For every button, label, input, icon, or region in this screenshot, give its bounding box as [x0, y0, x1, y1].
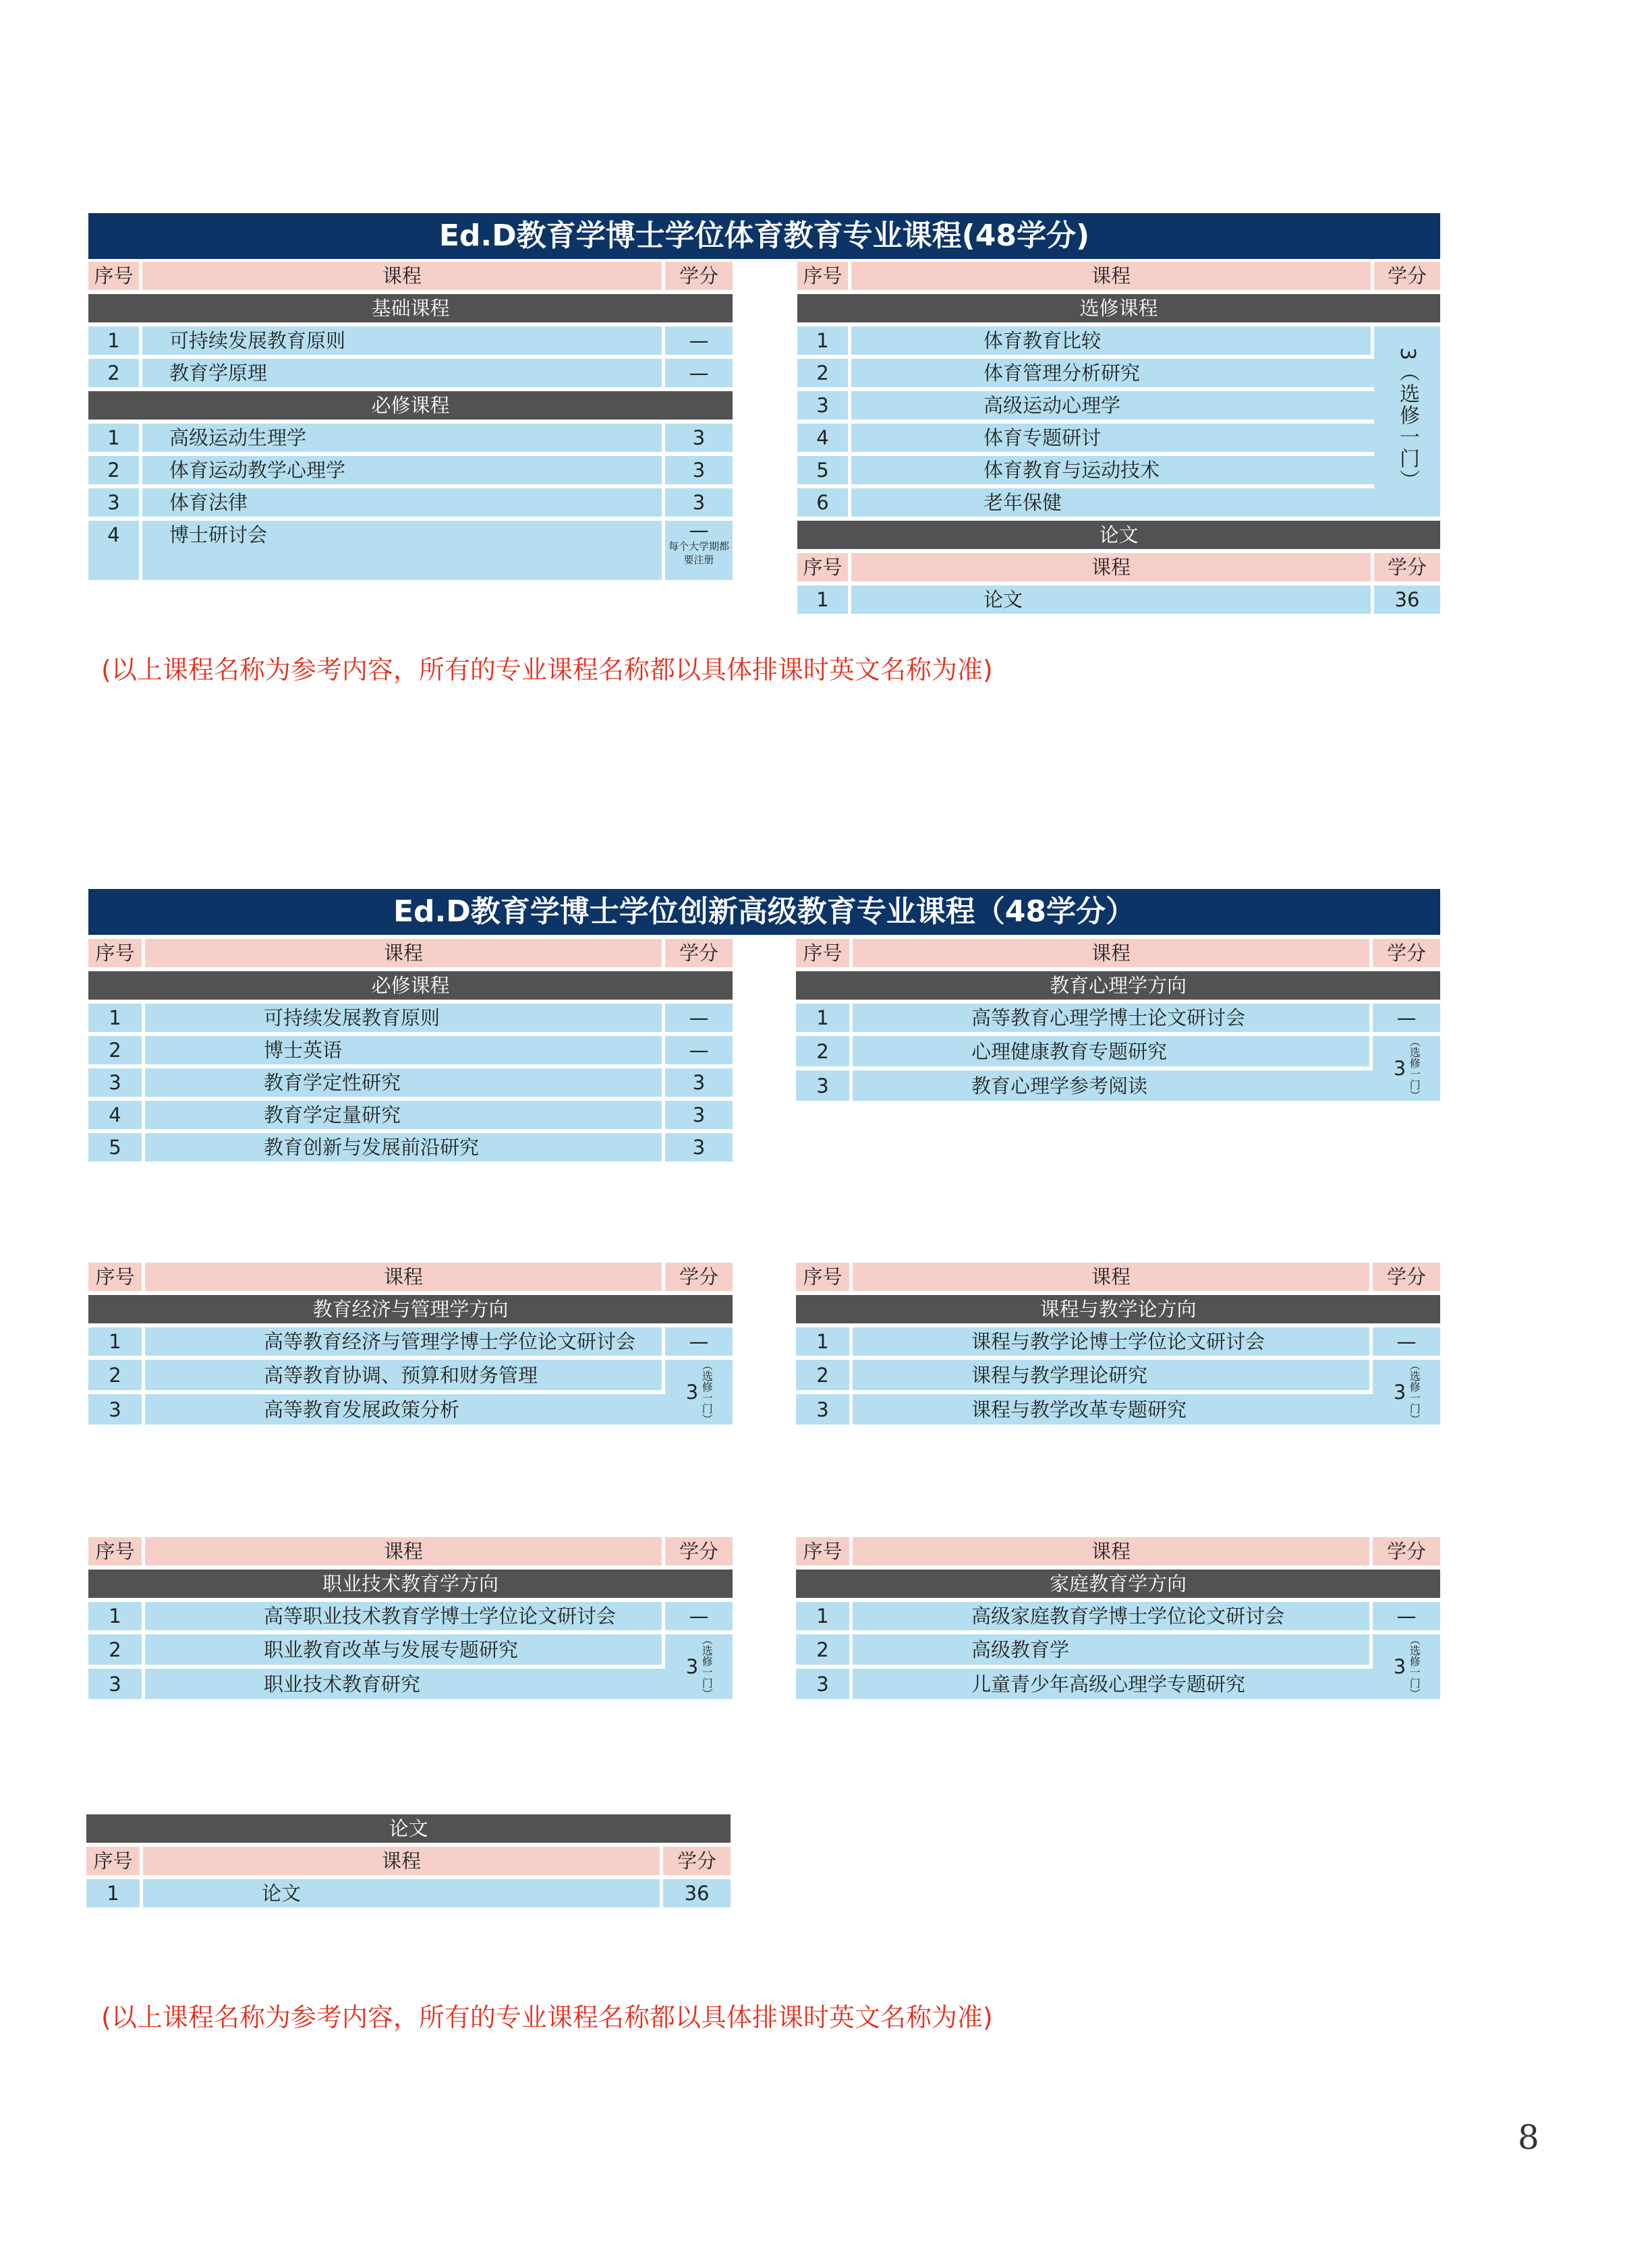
row-course: 论文 — [143, 1879, 663, 1907]
table-header — [88, 262, 733, 290]
elective-credit-note: （选修一门） — [1408, 1360, 1421, 1425]
table-row — [88, 1669, 733, 1699]
table-row — [88, 488, 733, 517]
row-course: 高等教育心理学博士论文研讨会 — [853, 1004, 1373, 1032]
table-row — [796, 1004, 1440, 1032]
row-course: 博士英语 — [145, 1036, 665, 1064]
header-seq: 序号 — [796, 1537, 853, 1565]
row-course: 高等教育发展政策分析 — [145, 1394, 665, 1425]
section1-right-table — [797, 258, 1440, 618]
row-credit: — — [665, 359, 733, 387]
row-credit: 3 — [665, 1101, 733, 1129]
row-credit: — — [665, 1004, 733, 1032]
table-header — [88, 1537, 733, 1565]
row-course: 高级教育学 — [853, 1634, 1373, 1665]
row-seq: 1 — [88, 1004, 145, 1032]
header-credit: 学分 — [1374, 262, 1440, 290]
elective-credit-note: （选修一门） — [700, 1634, 714, 1699]
credit-value: — — [689, 519, 709, 542]
table-row — [88, 1634, 733, 1665]
row-course: 课程与教学论博士学位论文研讨会 — [853, 1327, 1373, 1356]
header-seq: 序号 — [797, 553, 851, 581]
elective-credit — [1373, 1360, 1440, 1425]
table-row — [796, 1634, 1440, 1665]
table-row — [88, 1133, 733, 1161]
header-seq: 序号 — [796, 1263, 853, 1291]
table-row — [796, 1036, 1440, 1066]
table-row — [88, 1004, 733, 1032]
table-row — [88, 1036, 733, 1064]
table-row — [88, 1068, 733, 1097]
row-seq: 1 — [796, 1602, 853, 1630]
row-seq: 3 — [797, 391, 851, 420]
table-row — [88, 456, 733, 484]
table-row — [88, 1101, 733, 1129]
row-credit: 3 — [665, 1133, 733, 1161]
table-row — [797, 326, 1440, 355]
row-seq: 2 — [88, 456, 142, 484]
header-credit: 学分 — [1373, 939, 1440, 967]
row-seq: 5 — [797, 456, 851, 484]
row-seq: 4 — [88, 521, 142, 580]
section2-thesis-table — [86, 1810, 731, 1912]
elective-credit-note: （选修一门） — [1408, 1036, 1421, 1101]
section-label-family: 家庭教育学方向 — [796, 1570, 1440, 1598]
row-seq: 4 — [797, 424, 851, 452]
section1-title: Ed.D教育学博士学位体育教育专业课程(48学分) — [88, 213, 1440, 259]
row-course: 高等教育协调、预算和财务管理 — [145, 1360, 665, 1390]
header-credit: 学分 — [1373, 1263, 1440, 1291]
table-header — [796, 1263, 1440, 1291]
section2-note: (以上课程名称为参考内容，所有的专业课程名称都以具体排课时英文名称为准) — [101, 2003, 993, 2032]
section-label-thesis: 论文 — [86, 1814, 731, 1843]
header-seq: 序号 — [86, 1847, 143, 1875]
direction-table-voc — [88, 1533, 733, 1703]
table-row — [797, 585, 1440, 614]
row-seq: 3 — [88, 488, 142, 517]
table-row — [88, 424, 733, 452]
row-course: 儿童青少年高级心理学专题研究 — [853, 1669, 1373, 1699]
elective-credit-note: （选修一门） — [700, 1360, 714, 1425]
row-credit: — — [1373, 1327, 1440, 1356]
section-label-elective: 选修课程 — [797, 294, 1440, 322]
header-course: 课程 — [145, 1537, 665, 1565]
row-seq: 3 — [88, 1669, 145, 1699]
row-course: 可持续发展教育原则 — [142, 326, 665, 355]
table-header — [797, 262, 1440, 290]
table-row — [796, 1669, 1440, 1699]
row-seq: 1 — [797, 326, 851, 355]
row-course: 高级运动心理学 — [851, 391, 1374, 420]
section2-title: Ed.D教育学博士学位创新高级教育专业课程（48学分） — [88, 889, 1440, 935]
table-row — [86, 1879, 731, 1907]
header-course: 课程 — [143, 1847, 663, 1875]
elective-credit-note: 3（选修一门） — [1396, 347, 1419, 492]
row-course: 教育学定性研究 — [145, 1068, 665, 1097]
row-seq: 1 — [88, 326, 142, 355]
row-course: 体育教育与运动技术 — [851, 456, 1374, 484]
row-credit: — — [1373, 1602, 1440, 1630]
header-credit: 学分 — [1373, 1537, 1440, 1565]
header-credit: 学分 — [663, 1847, 731, 1875]
direction-table-econ — [88, 1259, 733, 1429]
elective-credit — [665, 1360, 733, 1425]
row-course: 高等职业技术教育学博士学位论文研讨会 — [145, 1602, 665, 1630]
table-row — [796, 1394, 1440, 1425]
table-row — [797, 488, 1440, 517]
header-seq: 序号 — [88, 262, 142, 290]
elective-credit-value: 3 — [1393, 1655, 1406, 1678]
table-header — [88, 939, 733, 967]
row-seq: 6 — [797, 488, 851, 517]
elective-credit-value: 3 — [685, 1381, 699, 1404]
row-seq: 1 — [797, 585, 851, 614]
row-course: 体育教育比较 — [851, 326, 1374, 355]
header-credit: 学分 — [1374, 553, 1440, 581]
row-credit: 3 — [665, 456, 733, 484]
table-row — [88, 1360, 733, 1390]
row-course: 教育学原理 — [142, 359, 665, 387]
row-course: 高级运动生理学 — [142, 424, 665, 452]
elective-credit-value: 3 — [1393, 1057, 1406, 1080]
table-row — [797, 359, 1440, 387]
table-header — [796, 939, 1440, 967]
row-course: 体育运动教学心理学 — [142, 456, 665, 484]
row-seq: 2 — [796, 1634, 853, 1665]
elective-credit-note: （选修一门） — [1408, 1634, 1421, 1699]
elective-credit — [1374, 326, 1440, 517]
header-course: 课程 — [853, 1537, 1373, 1565]
row-seq: 2 — [88, 359, 142, 387]
row-seq: 2 — [88, 1634, 145, 1665]
header-course: 课程 — [853, 939, 1373, 967]
row-course: 高级家庭教育学博士学位论文研讨会 — [853, 1602, 1373, 1630]
header-course: 课程 — [145, 939, 665, 967]
header-course: 课程 — [145, 1263, 665, 1291]
header-credit: 学分 — [665, 1537, 733, 1565]
header-course: 课程 — [851, 262, 1374, 290]
row-course: 教育心理学参考阅读 — [853, 1070, 1373, 1101]
section2-required-table — [88, 935, 733, 1166]
row-credit: — — [665, 1327, 733, 1356]
header-seq: 序号 — [88, 939, 145, 967]
row-course: 体育法律 — [142, 488, 665, 517]
table-header — [88, 1263, 733, 1291]
section1-left-table — [88, 258, 733, 584]
table-row — [88, 359, 733, 387]
row-course: 教育学定量研究 — [145, 1101, 665, 1129]
elective-credit — [1373, 1634, 1440, 1699]
row-credit: 36 — [1374, 585, 1440, 614]
row-seq: 2 — [88, 1360, 145, 1390]
row-seq: 5 — [88, 1133, 145, 1161]
section-label-econ: 教育经济与管理学方向 — [88, 1295, 733, 1323]
row-credit: — — [665, 1602, 733, 1630]
header-seq: 序号 — [88, 1537, 145, 1565]
row-course: 老年保健 — [851, 488, 1374, 517]
row-course: 职业技术教育研究 — [145, 1669, 665, 1699]
row-seq: 2 — [796, 1036, 853, 1066]
table-row — [797, 424, 1440, 452]
table-row — [88, 1327, 733, 1356]
row-course: 高等教育经济与管理学博士学位论文研讨会 — [145, 1327, 665, 1356]
table-row — [797, 456, 1440, 484]
table-row — [796, 1602, 1440, 1630]
row-course: 职业教育改革与发展专题研究 — [145, 1634, 665, 1665]
row-course: 可持续发展教育原则 — [145, 1004, 665, 1032]
row-seq: 1 — [796, 1327, 853, 1356]
header-course: 课程 — [851, 553, 1374, 581]
table-row — [88, 1394, 733, 1425]
section-label-foundation: 基础课程 — [88, 294, 733, 322]
table-row — [88, 326, 733, 355]
header-seq: 序号 — [797, 262, 851, 290]
table-header — [796, 1537, 1440, 1565]
row-course: 课程与教学理论研究 — [853, 1360, 1373, 1390]
direction-table-psych — [796, 935, 1440, 1105]
table-row — [88, 521, 733, 580]
header-seq: 序号 — [796, 939, 853, 967]
section-label-required: 必修课程 — [88, 391, 733, 420]
row-course: 体育管理分析研究 — [851, 359, 1374, 387]
header-credit: 学分 — [665, 939, 733, 967]
row-course: 课程与教学改革专题研究 — [853, 1394, 1373, 1425]
header-course: 课程 — [142, 262, 665, 290]
table-row — [797, 391, 1440, 420]
row-seq: 2 — [796, 1360, 853, 1390]
direction-table-family — [796, 1533, 1440, 1703]
row-credit: 3 — [665, 1068, 733, 1097]
credit-note: 每个大学期都要注册 — [668, 540, 729, 566]
header-credit: 学分 — [665, 262, 733, 290]
section1-note: (以上课程名称为参考内容，所有的专业课程名称都以具体排课时英文名称为准) — [101, 655, 993, 685]
row-course: 体育专题研讨 — [851, 424, 1374, 452]
row-credit: — — [665, 326, 733, 355]
elective-credit — [665, 1634, 733, 1699]
row-course: 教育创新与发展前沿研究 — [145, 1133, 665, 1161]
row-credit: — — [1373, 1004, 1440, 1032]
row-seq: 1 — [796, 1004, 853, 1032]
row-seq: 2 — [797, 359, 851, 387]
row-seq: 3 — [796, 1669, 853, 1699]
row-course: 心理健康教育专题研究 — [853, 1036, 1373, 1066]
elective-credit-value: 3 — [1393, 1381, 1406, 1404]
row-seq: 4 — [88, 1101, 145, 1129]
row-course: 论文 — [851, 585, 1374, 614]
row-course: 博士研讨会 — [142, 521, 665, 580]
table-row — [796, 1360, 1440, 1390]
elective-credit — [1373, 1036, 1440, 1101]
table-row — [88, 1602, 733, 1630]
direction-table-curr — [796, 1259, 1440, 1429]
row-seq: 2 — [88, 1036, 145, 1064]
table-header — [797, 553, 1440, 581]
table-header — [86, 1847, 731, 1875]
row-seq: 1 — [88, 1602, 145, 1630]
row-credit — [665, 521, 733, 580]
section-label-voc: 职业技术教育学方向 — [88, 1570, 733, 1598]
elective-credit-value: 3 — [685, 1655, 699, 1678]
row-seq: 1 — [86, 1879, 143, 1907]
header-course: 课程 — [853, 1263, 1373, 1291]
row-credit: — — [665, 1036, 733, 1064]
row-seq: 3 — [88, 1068, 145, 1097]
row-seq: 3 — [88, 1394, 145, 1425]
section-label-thesis: 论文 — [797, 521, 1440, 549]
header-credit: 学分 — [665, 1263, 733, 1291]
section-label-required: 必修课程 — [88, 971, 733, 1000]
row-credit: 3 — [665, 424, 733, 452]
row-credit: 36 — [663, 1879, 731, 1907]
header-seq: 序号 — [88, 1263, 145, 1291]
row-seq: 1 — [88, 424, 142, 452]
table-row — [796, 1327, 1440, 1356]
section-label-psych: 教育心理学方向 — [796, 971, 1440, 1000]
page-number: 8 — [1518, 2118, 1539, 2157]
row-seq: 3 — [796, 1394, 853, 1425]
row-seq: 3 — [796, 1070, 853, 1101]
row-credit: 3 — [665, 488, 733, 517]
section-label-curr: 课程与教学论方向 — [796, 1295, 1440, 1323]
table-row — [796, 1070, 1440, 1101]
row-seq: 1 — [88, 1327, 145, 1356]
